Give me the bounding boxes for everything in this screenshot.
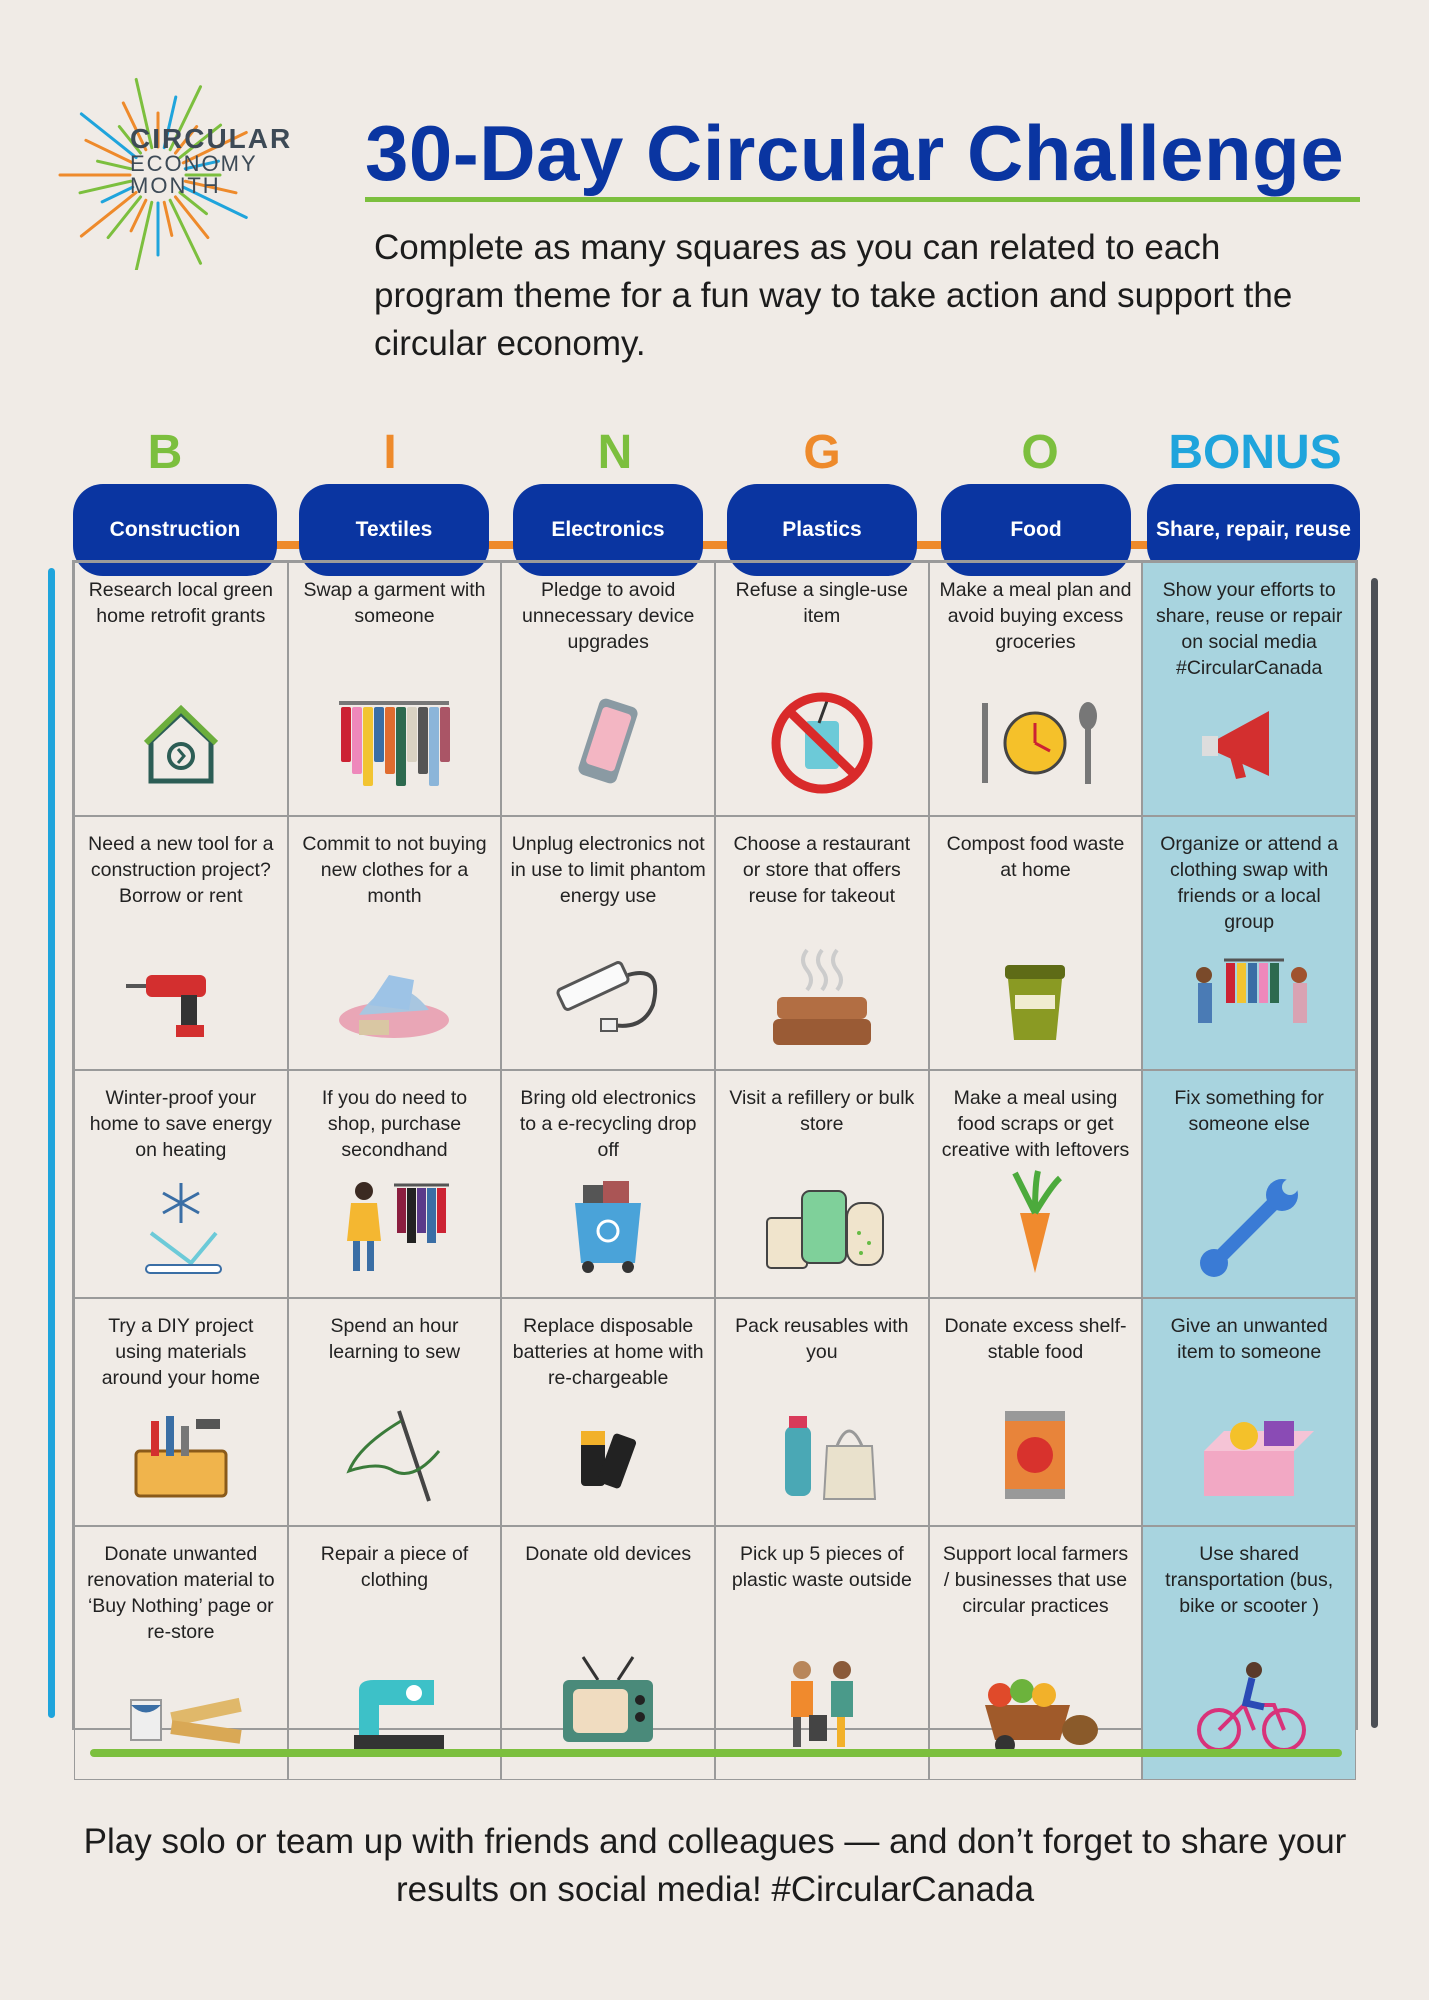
bingo-square-text: Make a meal plan and avoid buying excess groceries bbox=[939, 579, 1132, 653]
bingo-square-text: If you do need to shop, purchase secondhand bbox=[321, 1087, 468, 1161]
bingo-square-text: Support local farmers / businesses that use circular practices bbox=[942, 1543, 1129, 1617]
clothes-rack-icon bbox=[319, 681, 469, 801]
bingo-square-text: Donate unwanted renovation material to ‘Buy Nothing’ page or re-store bbox=[87, 1543, 275, 1643]
bingo-square bbox=[929, 1298, 1143, 1526]
footer-message: Play solo or team up with friends and colleagues — and don’t forget to share your results on social media! #CircularCanada bbox=[83, 1822, 1347, 1909]
logo-wordmark bbox=[130, 125, 292, 197]
bingo-square-text: Replace disposable batteries at home with re-chargeable bbox=[512, 1315, 704, 1389]
bingo-square-text: Use shared transportation (bus, bike or scooter ) bbox=[1165, 1543, 1334, 1617]
bingo-square-text: Refuse a single-use item bbox=[735, 579, 908, 627]
bingo-square-text: Pack reusables with you bbox=[735, 1315, 909, 1363]
bingo-square-text: Commit to not buying new clothes for a month bbox=[302, 833, 487, 907]
bingo-square-text: Donate excess shelf-stable food bbox=[944, 1315, 1127, 1363]
page-title: 30-Day Circular Challenge bbox=[365, 109, 1345, 197]
smartphone-icon bbox=[533, 681, 683, 801]
bingo-square bbox=[288, 816, 502, 1070]
bingo-square bbox=[74, 1298, 288, 1526]
bingo-square bbox=[929, 1526, 1143, 1780]
column-header-construction: Construction bbox=[73, 484, 277, 576]
bingo-square-text: Swap a garment with someone bbox=[303, 579, 486, 627]
bingo-square-text: Fix something for someone else bbox=[1174, 1087, 1324, 1135]
bingo-square bbox=[1142, 562, 1356, 816]
bingo-square-text: Try a DIY project using materials around your home bbox=[101, 1315, 260, 1389]
clothes-pile-icon bbox=[319, 935, 469, 1055]
column-header-textiles: Textiles bbox=[299, 484, 489, 576]
bingo-square-text: Show your efforts to share, reuse or repair on social media #CircularCanada bbox=[1155, 579, 1343, 679]
bingo-square bbox=[288, 1526, 502, 1780]
bingo-letter-g: G bbox=[803, 426, 841, 479]
bingo-grid bbox=[72, 560, 1358, 1730]
vegetable-cart-icon bbox=[960, 1645, 1110, 1765]
bingo-square bbox=[501, 562, 715, 816]
bingo-letter-i: I bbox=[383, 426, 397, 479]
logo-line-1: CIRCULAR bbox=[130, 123, 293, 154]
cleanup-volunteers-icon bbox=[747, 1645, 897, 1765]
logo-line-3: MONTH bbox=[130, 173, 221, 198]
logo-line-2: ECONOMY bbox=[130, 151, 258, 176]
bulk-jars-icon bbox=[747, 1163, 897, 1283]
bingo-square bbox=[74, 816, 288, 1070]
column-header-plastics: Plastics bbox=[727, 484, 917, 576]
bingo-square bbox=[715, 816, 929, 1070]
bingo-square bbox=[1142, 1526, 1356, 1780]
page-subtitle: Complete as many squares as you can related to each program theme for a fun way to take action and support the circular economy. bbox=[374, 228, 1293, 363]
secondhand-shopper-icon bbox=[319, 1163, 469, 1283]
bingo-letter-n: N bbox=[597, 426, 633, 479]
power-strip-icon bbox=[533, 935, 683, 1055]
bingo-square-text: Donate old devices bbox=[525, 1543, 692, 1565]
old-tv-icon bbox=[533, 1645, 683, 1765]
left-accent-line bbox=[48, 568, 55, 1718]
clothing-swap-icon bbox=[1174, 935, 1324, 1055]
toolbox-icon bbox=[106, 1391, 256, 1511]
bingo-square bbox=[929, 562, 1143, 816]
sewing-machine-icon bbox=[319, 1645, 469, 1765]
bingo-square bbox=[501, 1070, 715, 1298]
bingo-square-text: Pledge to avoid unnecessary device upgrades bbox=[521, 579, 695, 653]
wrench-icon bbox=[1174, 1163, 1324, 1283]
bingo-square-text: Choose a restaurant or store that offers reuse for takeout bbox=[733, 833, 911, 907]
bingo-square bbox=[501, 1298, 715, 1526]
bingo-square-text: Organize or attend a clothing swap with friends or a local group bbox=[1160, 833, 1339, 933]
bingo-square-text: Unplug electronics not in use to limit phantom energy use bbox=[510, 833, 706, 907]
footer-rule bbox=[90, 1749, 1342, 1757]
carrot-icon bbox=[960, 1163, 1110, 1283]
needle-thread-icon bbox=[319, 1391, 469, 1511]
column-header-electronics: Electronics bbox=[513, 484, 703, 576]
drill-icon bbox=[106, 935, 256, 1055]
bingo-square bbox=[715, 1298, 929, 1526]
bingo-square-text: Repair a piece of clothing bbox=[320, 1543, 469, 1591]
bingo-square-text: Compost food waste at home bbox=[946, 833, 1125, 881]
bingo-square bbox=[288, 1298, 502, 1526]
tomato-can-icon bbox=[960, 1391, 1110, 1511]
bingo-square-text: Need a new tool for a construction project? Borrow or rent bbox=[88, 833, 274, 907]
bingo-square bbox=[74, 1526, 288, 1780]
cyclist-icon bbox=[1174, 1645, 1324, 1765]
bingo-square-text: Bring old electronics to a e-recycling drop off bbox=[519, 1087, 697, 1161]
bingo-square-text: Visit a refillery or bulk store bbox=[729, 1087, 915, 1135]
paint-and-wood-icon bbox=[106, 1645, 256, 1765]
bingo-square bbox=[715, 1070, 929, 1298]
fork-clock-spoon-icon bbox=[960, 681, 1110, 801]
bingo-square bbox=[288, 1070, 502, 1298]
compost-bin-icon bbox=[960, 935, 1110, 1055]
batteries-icon bbox=[533, 1391, 683, 1511]
bingo-square bbox=[1142, 816, 1356, 1070]
title-underline bbox=[365, 197, 1360, 202]
e-waste-bin-icon bbox=[533, 1163, 683, 1283]
green-home-icon bbox=[106, 681, 256, 801]
bingo-square-text: Spend an hour learning to sew bbox=[328, 1315, 461, 1363]
bingo-letter-bonus: BONUS bbox=[1168, 426, 1342, 479]
bingo-square bbox=[501, 816, 715, 1070]
bingo-square bbox=[74, 1070, 288, 1298]
bingo-square bbox=[1142, 1298, 1356, 1526]
column-header-food: Food bbox=[941, 484, 1131, 576]
bingo-square bbox=[501, 1526, 715, 1780]
bingo-letter-b: B bbox=[147, 426, 183, 479]
megaphone-icon bbox=[1174, 681, 1324, 801]
bingo-square-text: Pick up 5 pieces of plastic waste outside bbox=[731, 1543, 912, 1591]
bingo-square bbox=[715, 562, 929, 816]
column-header-share-repair-reuse: Share, repair, reuse bbox=[1147, 484, 1360, 576]
bingo-square-text: Winter-proof your home to save energy on heating bbox=[89, 1087, 272, 1161]
bottle-and-bag-icon bbox=[747, 1391, 897, 1511]
bingo-square-text: Make a meal using food scraps or get creative with leftovers bbox=[941, 1087, 1130, 1161]
bingo-square bbox=[929, 1070, 1143, 1298]
bingo-square bbox=[1142, 1070, 1356, 1298]
right-accent-line bbox=[1371, 578, 1378, 1728]
bingo-square-text: Give an unwanted item to someone bbox=[1170, 1315, 1328, 1363]
bingo-letter-o: O bbox=[1021, 426, 1059, 479]
takeout-container-icon bbox=[747, 935, 897, 1055]
bingo-square bbox=[288, 562, 502, 816]
no-single-use-cup-icon bbox=[747, 681, 897, 801]
bingo-square bbox=[929, 816, 1143, 1070]
bingo-square-text: Research local green home retrofit grants bbox=[88, 579, 273, 627]
bingo-square bbox=[74, 562, 288, 816]
snowflake-heating-icon bbox=[106, 1163, 256, 1283]
bingo-square bbox=[715, 1526, 929, 1780]
donation-box-icon bbox=[1174, 1391, 1324, 1511]
